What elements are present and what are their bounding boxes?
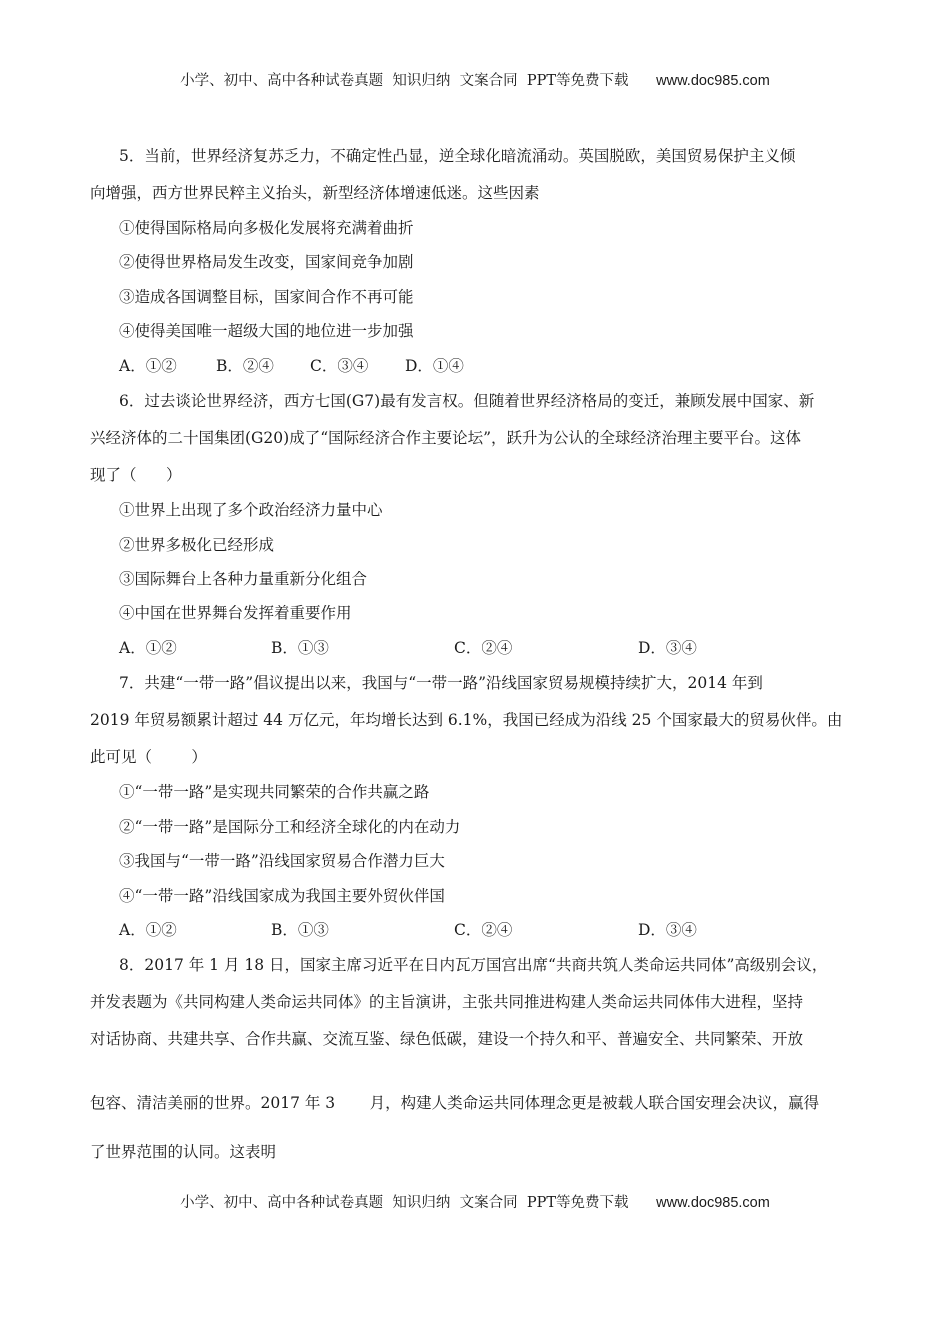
q6-option-d[interactable]: D．③④ — [638, 639, 697, 657]
q6-item-4: ④中国在世界舞台发挥着重要作用 — [119, 604, 352, 622]
q7-stem-line-1: 7．共建“一带一路”倡议提出以来，我国与“一带一路”沿线国家贸易规模持续扩大，2014 年到 — [119, 674, 763, 692]
q8-stem-line-3: 对话协商、共建共享、合作共赢、交流互鉴、绿色低碳，建设一个持久和平、普遍安全、共同繁荣、开放 — [90, 1030, 804, 1048]
q5-stem-line-2: 向增强，西方世界民粹主义抬头，新型经济体增速低迷。这些因素 — [90, 184, 540, 202]
header-text: 小学、初中、高中各种试卷真题 知识归纳 文案合同 PPT等免费下载 — [180, 73, 629, 89]
footer-site: www.doc985.com — [656, 1195, 770, 1211]
q7-option-b[interactable]: B．①③ — [271, 921, 329, 939]
q6-item-3: ③国际舞台上各种力量重新分化组合 — [119, 570, 368, 588]
q6-stem-line-3: 现了（ ） — [90, 466, 182, 484]
q7-item-3: ③我国与“一带一路”沿线国家贸易合作潜力巨大 — [119, 852, 445, 870]
header-site: www.doc985.com — [656, 73, 770, 89]
q8-stem-line-5: 了世界范围的认同。这表明 — [90, 1143, 277, 1161]
q5-item-2: ②使得世界格局发生改变，国家间竞争加剧 — [119, 253, 414, 271]
q6-option-a[interactable]: A．①② — [119, 639, 177, 657]
q7-option-c[interactable]: C．②④ — [454, 921, 513, 939]
q6-stem-line-2: 兴经济体的二十国集团(G20)成了“国际经济合作主要论坛”，跃升为公认的全球经济治理主要平台。这体 — [90, 429, 802, 447]
q8-stem-line-1: 8．2017 年 1 月 18 日，国家主席习近平在日内瓦万国宫出席“共商共筑人类命运共同体”高级别会议， — [119, 956, 828, 974]
q5-item-3: ③造成各国调整目标，国家间合作不再可能 — [119, 288, 414, 306]
q7-item-4: ④“一带一路”沿线国家成为我国主要外贸伙伴国 — [119, 887, 445, 905]
q7-option-d[interactable]: D．③④ — [638, 921, 697, 939]
q5-option-b[interactable]: B．②④ — [216, 357, 274, 375]
q5-item-4: ④使得美国唯一超级大国的地位进一步加强 — [119, 322, 414, 340]
q7-stem-line-2: 2019 年贸易额累计超过 44 万亿元，年均增长达到 6.1%，我国已经成为沿线 25 个国家最大的贸易伙伴。由 — [90, 711, 843, 729]
q5-stem-line-1: 5．当前，世界经济复苏乏力，不确定性凸显，逆全球化暗流涌动。英国脱欧，美国贸易保护主义倾 — [119, 147, 796, 165]
q5-option-d[interactable]: D．①④ — [405, 357, 464, 375]
q6-stem-line-1: 6．过去谈论世界经济，西方七国(G7)最有发言权。但随着世界经济格局的变迁，兼顾发展中国家、新 — [119, 392, 815, 410]
q6-item-1: ①世界上出现了多个政治经济力量中心 — [119, 501, 383, 519]
q5-option-c[interactable]: C．③④ — [310, 357, 369, 375]
page-footer — [0, 1191, 950, 1212]
q7-item-2: ②“一带一路”是国际分工和经济全球化的内在动力 — [119, 818, 461, 836]
q6-option-c[interactable]: C．②④ — [454, 639, 513, 657]
q8-stem-line-2: 并发表题为《共同构建人类命运共同体》的主旨演讲，主张共同推进构建人类命运共同体伟大进程，坚持 — [90, 993, 804, 1011]
q5-option-a[interactable]: A．①② — [119, 357, 177, 375]
q7-stem-line-3: 此可见（ ） — [90, 748, 207, 766]
q5-item-1: ①使得国际格局向多极化发展将充满着曲折 — [119, 219, 414, 237]
q8-stem-line-4: 包容、清洁美丽的世界。2017 年 3 月，构建人类命运共同体理念更是被载人联合国安理会决议，赢得 — [90, 1094, 820, 1112]
q7-option-a[interactable]: A．①② — [119, 921, 177, 939]
page-header — [0, 69, 950, 90]
q6-option-b[interactable]: B．①③ — [271, 639, 329, 657]
q7-item-1: ①“一带一路”是实现共同繁荣的合作共赢之路 — [119, 783, 430, 801]
footer-text: 小学、初中、高中各种试卷真题 知识归纳 文案合同 PPT等免费下载 — [180, 1195, 629, 1211]
q6-item-2: ②世界多极化已经形成 — [119, 536, 275, 554]
